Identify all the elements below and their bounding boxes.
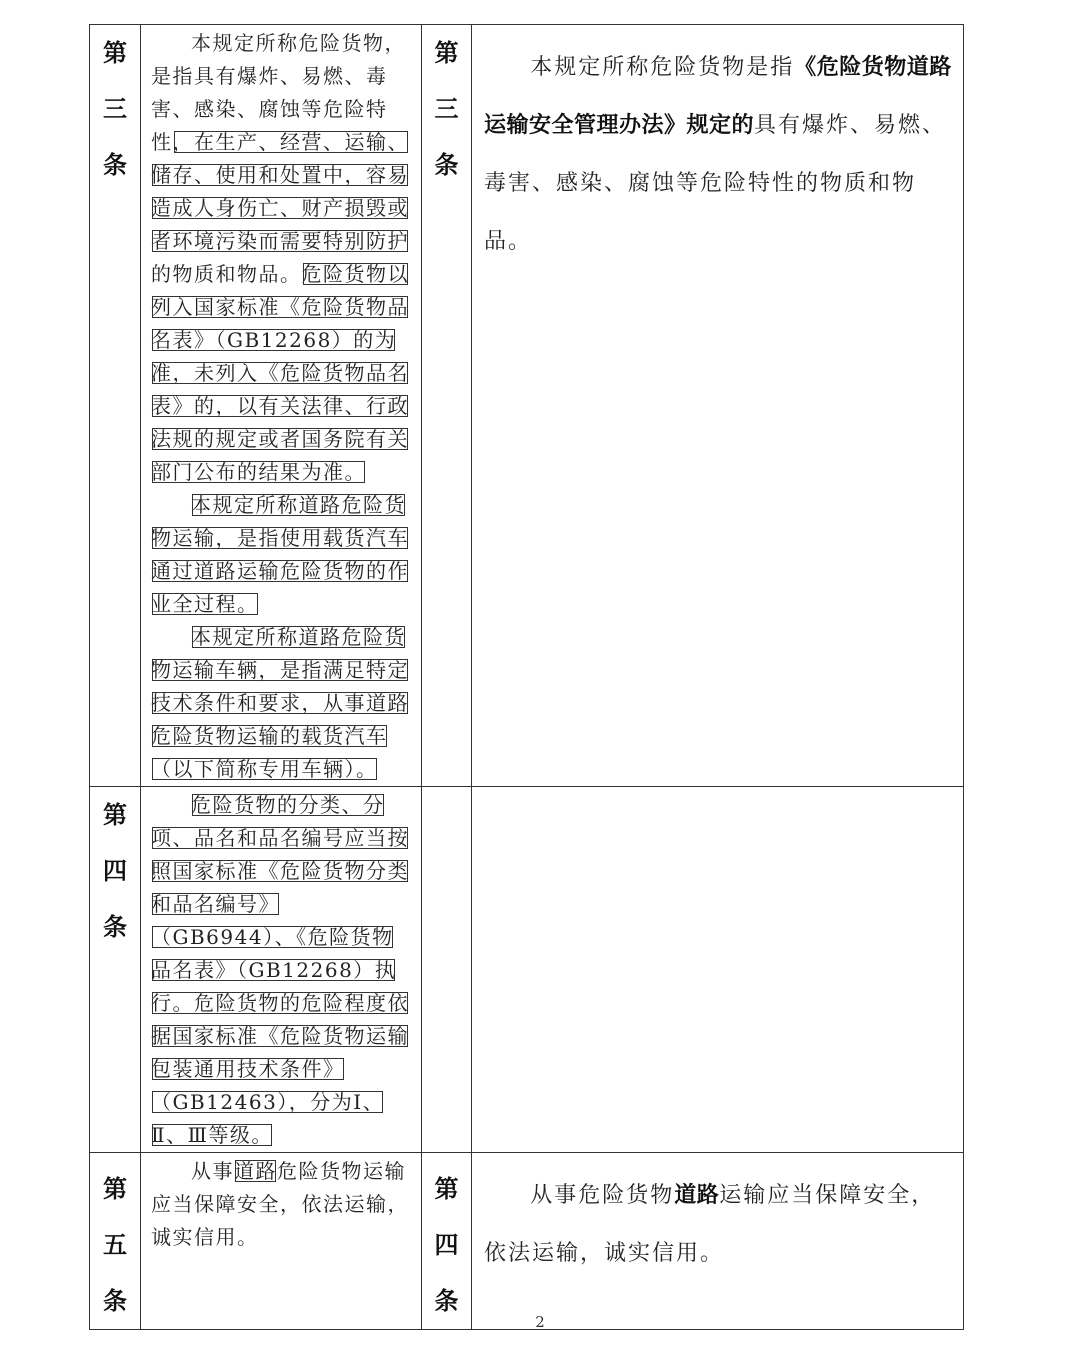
added-text: 《危险货物道路运输安全管理办法》规定的 [484, 55, 952, 138]
new-article-text: 本规定所称危险货物是指《危险货物道路运输安全管理办法》规定的具有爆炸、易燃、毒害、感染、腐蚀等危险特性的物质和物品。 [484, 55, 952, 254]
new-article-label: 第 四 条 [434, 1175, 459, 1315]
old-article-text-cell [141, 25, 422, 787]
new-article-text-cell [472, 1153, 964, 1330]
old-article-label-cell [90, 1153, 141, 1330]
old-paragraph [151, 489, 413, 621]
old-article-text-cell [141, 1153, 422, 1330]
deleted-text: 本规定所称道路危险货物运输，是指使用载货汽车通过道路运输危险货物的作业全过程。 [151, 493, 409, 616]
row-article-3 [90, 25, 964, 787]
deleted-text: 本规定所称道路危险货物运输车辆，是指满足特定技术条件和要求，从事道路危险货物运输的载货汽车（以下简称专用车辆）。 [151, 625, 409, 781]
row-article-4 [90, 787, 964, 1153]
deleted-text: 道路 [234, 1159, 277, 1183]
new-article-label-cell [422, 1153, 472, 1330]
deleted-text: 危险货物以列入国家标准《危险货物品名表》（GB12268）的为准，未列入《危险货物品名表》的，以有关法律、行政法规的规定或者国务院有关部门公布的结果为准。 [151, 262, 409, 484]
comparison-table [89, 24, 964, 1330]
old-article-label-cell [90, 787, 141, 1153]
empty-cell [422, 787, 472, 1153]
added-text: 道路 [674, 1183, 720, 1208]
old-article-label: 第 四 条 [103, 801, 127, 941]
new-article-text: 从事危险货物道路运输应当保障安全，依法运输，诚实信用。 [484, 1183, 936, 1266]
old-paragraph: 本规定所称危险货物，是指具有爆炸、易燃、毒害、感染、腐蚀等危险特性，在生产、经营、运输、储存、使用和处置中，容易造成人身伤亡、财产损毁或者环境污染而需要特别防护的物质和物品。危险货物以列入国家标准《危险货物品名表》（GB12268）的为准，未列入《危险货物品名表》的，以有关法律、行政法规的规定或者国务院有关部门公布的结果为准。 [151, 31, 409, 484]
row-article-5 [90, 1153, 964, 1330]
old-article-text: 从事道路危险货物运输应当保障安全，依法运输，诚实信用。 [151, 1159, 409, 1249]
empty-cell [472, 787, 964, 1153]
old-article-text-cell [141, 787, 422, 1153]
deleted-text: ，在生产、经营、运输、储存、使用和处置中，容易造成人身伤亡、财产损毁或者环境污染而需要特别防护 [151, 130, 409, 253]
page-number: 2 [535, 1313, 545, 1331]
old-article-label: 第 三 条 [103, 39, 127, 179]
old-article-text [141, 25, 421, 786]
old-article-text [141, 787, 421, 1152]
old-article-label-cell [90, 25, 141, 787]
new-article-label-cell [422, 25, 472, 787]
old-article-label: 第 五 条 [103, 1175, 127, 1315]
old-paragraph [151, 621, 413, 786]
new-article-label: 第 三 条 [434, 39, 459, 179]
deleted-text: 危险货物的分类、分项、品名和品名编号应当按照国家标准《危险货物分类和品名编号》（GB6944）、《危险货物品名表》（GB12268）执行。危险货物的危险程度依据国家标准《危险货物运输包装通用技术条件》（GB12463），分为Ⅰ、Ⅱ、Ⅲ等级。 [151, 793, 409, 1147]
new-article-text-cell [472, 25, 964, 787]
